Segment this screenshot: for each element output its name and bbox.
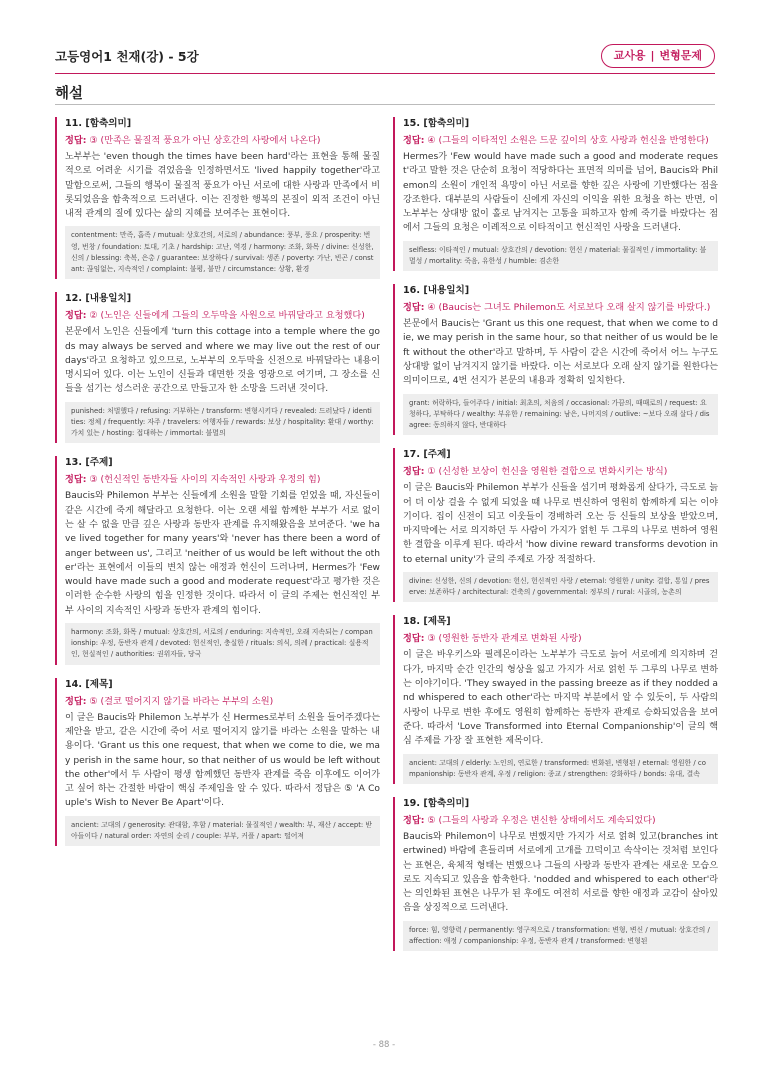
vocabulary-box: ancient: 고대의 / elderly: 노인의, 연로한 / transformed: 변화된, 변형된 / eternal: 영원한 / companionship: 동반자 관계, 우정 / religion: 종교 / strengthen: 강화하다 / bonds: 유대, 결속 bbox=[403, 754, 718, 784]
section-title: 해설 bbox=[55, 86, 84, 102]
answer-text: ⑤ (그들의 사랑과 우정은 변신한 상태에서도 계속되었다) bbox=[427, 814, 656, 826]
explanation-text: 본문에서 Baucis는 'Grant us this one request, that when we come to die, we may perish in the same hour, so that neither of us would be left without the other'라고 말하며, 두 사람이 같은 시간에 죽어서 어느 누구도 상대방 없이 남겨지지 않기를 바랐다. 이는 서로보다 오래 살지 않기를 원한다는 의미이므로, 4번 선지가 본문의 내용과 정확히 일치한다. bbox=[403, 319, 718, 387]
question-heading: 19. [함축의미] bbox=[403, 797, 470, 809]
answer-label: 정답: bbox=[65, 310, 87, 322]
document-title: 고등영어1 천재(강) - 5강 bbox=[55, 49, 199, 64]
answer-line bbox=[403, 134, 718, 148]
vocabulary-box: grant: 허락하다, 들어주다 / initial: 최초의, 처음의 / occasional: 가끔의, 때때로의 / request: 요청하다, 부탁하다 / wealthy: 부유한 / remaining: 남은, 나머지의 / outlive: ~보다 오래 살다 / disagree: 동의하지 않다, 반대하다 bbox=[403, 394, 718, 436]
explanation-text: Baucis와 Philemon 부부는 신들에게 소원을 말할 기회를 얻었을 때, 자신들이 같은 시간에 죽게 해달라고 요청한다. 이는 오랜 세월 함께한 부부가 서로 없이는 살 수 없을 만큼 깊은 사랑과 동반자 관계를 유지해왔음을 보여준다. 'we have lived together for many years'와 'never has there been a word of anger between us', 그리고 'neither of us would be left without the other'라는 표현에서 이들의 변치 않는 애정과 헌신이 드러나며, Hermes가 'Few would have made such a good and moderate request'라고 평가한 것은 이러한 순수한 사랑의 힘을 인정한 것이다. 따라서 이 글의 주제는 헌신적인 부부 사이의 지속적인 사랑과 동반자 관계의 힘이다. bbox=[65, 491, 380, 616]
section-divider bbox=[55, 104, 715, 105]
explanation-text: 이 글은 Baucis와 Philemon 노부부가 신 Hermes로부터 소원을 들어주겠다는 제안을 받고, 같은 시간에 죽어 서로 떨어지지 않기를 바라는 소원을 말하는 내용이다. 'Grant us this one request, that when we come to die, we may perish in the same hour, so that neither of us would be left without the other'에서 두 사람이 평생 함께했던 동반자 관계를 죽음 이후에도 이어가고 싶어 하는 간절한 바람이 핵심 주제임을 알 수 있다. 따라서 정답은 ⑤ 'A Couple's Wish to Never Be Apart'이다. bbox=[65, 712, 380, 809]
question-block bbox=[393, 615, 718, 783]
answer-text: ④ (그들의 이타적인 소원은 드문 깊이의 상호 사랑과 헌신을 반영한다) bbox=[427, 135, 709, 146]
page-number: - 88 - bbox=[372, 1040, 396, 1050]
question-heading: 14. [제목] bbox=[65, 678, 113, 690]
question-block bbox=[393, 448, 718, 602]
question-heading: 13. [주제] bbox=[65, 457, 113, 469]
badge-type-label: 변형문제 bbox=[659, 49, 702, 62]
answer-label: 정답: bbox=[65, 695, 87, 707]
answer-text: ④ (Baucis는 그녀도 Philemon도 서로보다 오래 살지 않기를 바랐다.) bbox=[427, 302, 711, 314]
answer-line bbox=[403, 814, 718, 828]
badge-teacher-label: 교사용 bbox=[613, 49, 646, 62]
question-block bbox=[55, 678, 380, 846]
vocabulary-box: force: 힘, 영향력 / permanently: 영구적으로 / transformation: 변형, 변신 / mutual: 상호간의 / affection: 애정 / companionship: 우정, 동반자 관계 / transformed: 변형된 bbox=[403, 921, 718, 951]
explanation-text: 이 글은 Baucis와 Philemon 부부가 신들을 섬기며 평화롭게 살다가, 극도로 늙어 더 이상 걸을 수 없게 되었을 때 나무로 변신하여 영원히 함께하게 되는 이야기이다. 집이 신전이 되고 이웃들이 경배하러 오는 등 신들의 보상을 받았으며, 마지막에는 서로 의지하던 두 사람이 가지가 얽힌 두 그루의 나무로 변하여 영원한 결합을 이루게 된다. 따라서 'how divine reward transforms devotion into eternal unity'가 글의 주제로 가장 적절하다. bbox=[403, 483, 718, 565]
question-block bbox=[393, 284, 718, 435]
question-block bbox=[393, 117, 718, 271]
vocabulary-box: harmony: 조화, 화목 / mutual: 상호간의, 서로의 / enduring: 지속적인, 오래 지속되는 / companionship: 우정, 동반자 관계 / devoted: 헌신적인, 충실한 / rituals: 의식, 의례 / practical: 실용적인, 현실적인 / authorities: 권위자들, 당국 bbox=[65, 623, 380, 665]
answer-line bbox=[65, 473, 380, 487]
badge-separator: | bbox=[650, 49, 655, 62]
answer-text: ③ (영원한 동반자 관계로 변화된 사랑) bbox=[427, 633, 582, 645]
answer-label: 정답: bbox=[65, 474, 87, 486]
explanation-text: 이 글은 바우키스와 필레몬이라는 노부부가 극도로 늙어 서로에게 의지하며 걷다가, 마지막 순간 인간의 형상을 잃고 가지가 서로 얽힌 두 그루의 나무로 변하는 이야기이다. 'They swayed in the passing breeze as if they nodded and whispered to each other'라는 마지막 부분에서 알 수 있듯이, 두 사람의 사랑이 나무로 변한 후에도 영원히 함께하는 동반자 관계로 승화되었음을 보여준다. 따라서 'Love Transformed into Eternal Companionship'이 글의 핵심 주제를 가장 잘 표현한 제목이다. bbox=[403, 650, 718, 747]
answer-line bbox=[65, 134, 380, 148]
answer-label: 정답: bbox=[403, 135, 425, 146]
page-header bbox=[55, 38, 715, 78]
explanation-text: Baucis와 Philemon이 나무로 변했지만 가지가 서로 얽혀 있고(branches intertwined) 바람에 흔들리며 서로에게 고개를 끄덕이고 속삭이는 것처럼 보인다는 표현은, 육체적 형태는 변했으나 그들의 사랑과 동반자 관계는 새로운 모습으로도 지속되고 있음을 함축한다. 'nodded and whispered to each other'라는 의인화된 표현은 나무가 된 후에도 여전히 서로를 향한 애정과 교감이 살아있음을 상징적으로 드러낸다. bbox=[403, 831, 718, 914]
answer-text: ③ (만족은 물질적 풍요가 아닌 상호간의 사랑에서 나온다) bbox=[89, 135, 321, 146]
answer-text: ② (노인은 신들에게 그들의 오두막을 사원으로 바꿔달라고 요청했다) bbox=[89, 310, 365, 322]
answer-line bbox=[403, 301, 718, 315]
question-heading: 18. [제목] bbox=[403, 616, 451, 628]
vocabulary-box: divine: 신성한, 신의 / devotion: 헌신, 헌신적인 사랑 / eternal: 영원한 / unity: 결합, 통일 / preserve: 보존하다 / architectural: 건축의 / governmental: 정부의 / rural: 시골의, 농촌의 bbox=[403, 572, 718, 602]
question-block bbox=[393, 797, 718, 951]
answer-text: ⑤ (결코 떨어지지 않기를 바라는 부부의 소원) bbox=[89, 695, 274, 707]
answer-label: 정답: bbox=[65, 135, 87, 146]
left-column bbox=[55, 117, 380, 859]
question-heading: 12. [내용일치] bbox=[65, 293, 132, 305]
header-divider bbox=[55, 73, 715, 74]
answer-line bbox=[403, 465, 718, 479]
answer-text: ③ (헌신적인 동반자들 사이의 지속적인 사랑과 우정의 힘) bbox=[89, 474, 321, 486]
answer-label: 정답: bbox=[403, 633, 425, 645]
answer-line bbox=[65, 695, 380, 709]
explanation-text: 노부부는 'even though the times have been hard'라는 표현을 통해 물질적으로 어려운 시기를 겪었음을 인정하면서도 'lived happily together'라고 말함으로써, 그들의 행복이 물질적 풍요가 아닌 서로에 대한 사랑과 만족에서 비롯되었음을 함축적으로 드러낸다. 이는 진정한 행복의 본질이 외적 조건이 아닌 내적 관계의 질에 있다는 삶의 지혜를 보여주는 표현이다. bbox=[65, 152, 380, 220]
explanation-text: 본문에서 노인은 신들에게 'turn this cottage into a temple where the gods may always be served and where we may live out the rest of our days'라고 요청하고 있으므로, 노부부의 오두막을 신전으로 바꿔달라는 내용이 명시되어 있다. 이는 노인이 신들과 대면한 것을 영광으로 여기며, 그 장소를 신들을 섬기는 성스러운 공간으로 만들고자 한 소망을 드러낸 것이다. bbox=[65, 327, 380, 395]
vocabulary-box: punished: 처벌했다 / refusing: 거부하는 / transform: 변형시키다 / revealed: 드러났다 / identities: 정체 / frequently: 자주 / travelers: 여행자들 / rewards: 보상 / hospitality: 환대 / worthy: 가치 있는 / hosting: 접대하는 / immortal: 불멸의 bbox=[65, 402, 380, 444]
answer-label: 정답: bbox=[403, 814, 425, 826]
answer-line bbox=[403, 632, 718, 646]
answer-label: 정답: bbox=[403, 466, 425, 478]
vocabulary-box: selfless: 이타적인 / mutual: 상호간의 / devotion: 헌신 / material: 물질적인 / immortality: 불멸성 / mortality: 죽음, 유한성 / humble: 겸손한 bbox=[403, 241, 718, 271]
edition-badge bbox=[601, 44, 715, 68]
question-block bbox=[55, 117, 380, 279]
question-heading: 17. [주제] bbox=[403, 449, 451, 461]
question-heading: 15. [함축의미] bbox=[403, 118, 470, 129]
answer-label: 정답: bbox=[403, 302, 425, 314]
answer-line bbox=[65, 309, 380, 323]
explanation-text: Hermes가 'Few would have made such a good and moderate request'라고 말한 것은 단순히 요청이 적당하다는 표면적 의미를 넘어, Baucis와 Philemon의 소원이 개인적 욕망이 아닌 서로를 향한 깊은 사랑에 기반했다는 점을 강조한다. 대부분의 사람들이 신에게 자신의 이익을 위한 요청을 하는 반면, 이 노부부는 상대방 없이 홀로 남겨지는 고통을 피하고자 함께 죽기를 바랐다는 점에서 그들의 요청은 이례적으로 이타적이고 헌신적인 사랑을 드러낸다. bbox=[403, 152, 718, 234]
question-block bbox=[55, 292, 380, 443]
vocabulary-box: contentment: 만족, 흡족 / mutual: 상호간의, 서로의 / abundance: 풍부, 풍요 / prosperity: 번영, 번창 / foundation: 토대, 기초 / hardship: 고난, 역경 / harmony: 조화, 화목 / divine: 신성한, 신의 / blessing: 축복, 은총 / guarantee: 보장하다 / survival: 생존 / poverty: 가난, 빈곤 / constant: 끊임없는, 지속적인 / complaint: 불평, 불만 / circumstance: 상황, 환경 bbox=[65, 226, 380, 279]
vocabulary-box: ancient: 고대의 / generosity: 관대함, 후함 / material: 물질적인 / wealth: 부, 재산 / accept: 받아들이다 / natural order: 자연의 순리 / couple: 부부, 커플 / apart: 떨어져 bbox=[65, 816, 380, 846]
answer-text: ① (신성한 보상이 헌신을 영원한 결합으로 변화시키는 방식) bbox=[427, 466, 668, 478]
question-block bbox=[55, 456, 380, 664]
right-column bbox=[393, 117, 718, 964]
question-heading: 16. [내용일치] bbox=[403, 285, 470, 297]
question-heading: 11. [함축의미] bbox=[65, 118, 132, 129]
